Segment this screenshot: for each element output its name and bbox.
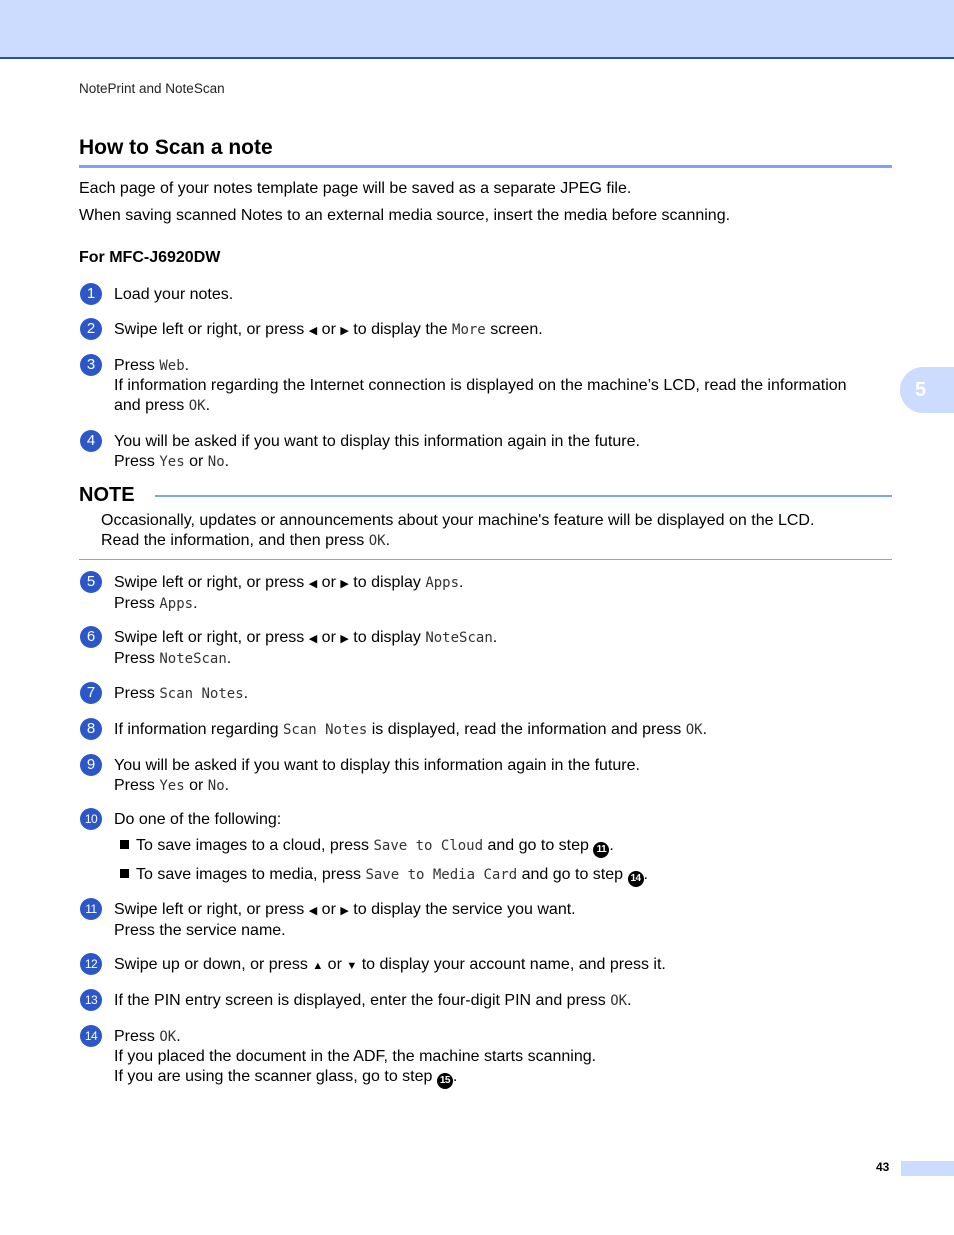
- title-rule: [79, 165, 892, 168]
- note-rule: [155, 495, 892, 497]
- punctuation: .: [184, 357, 190, 374]
- header-band: [0, 0, 954, 59]
- left-arrow-icon: ◀: [308, 905, 318, 917]
- bullet-text: and go to step: [521, 866, 624, 883]
- right-arrow-icon: ▶: [340, 633, 349, 645]
- step-text: or: [321, 629, 336, 646]
- step-number: 3: [80, 354, 102, 376]
- step-text: If information regarding: [114, 721, 279, 738]
- lcd-button-label: Save to Cloud: [373, 838, 484, 854]
- step-text: Press: [114, 1028, 155, 1045]
- step-text: Swipe up or down, or press: [114, 956, 308, 973]
- step-text: Press: [114, 650, 155, 667]
- step-text: Swipe left or right, or press: [114, 901, 305, 918]
- step-text: If information regarding the Internet connection is displayed on the machine’s LCD, read the information: [114, 377, 847, 394]
- step-text: is displayed, read the information and press: [371, 721, 682, 738]
- lcd-button-label: No: [207, 778, 225, 794]
- step-number: 11: [80, 898, 102, 920]
- bullet-text: To save images to a cloud, press: [136, 837, 370, 854]
- option-cloud: [120, 837, 614, 858]
- lcd-button-label: OK: [188, 398, 206, 414]
- lcd-button-label: Yes: [159, 778, 185, 794]
- step-text: or: [321, 321, 336, 338]
- bullet-square-icon: [120, 869, 129, 878]
- option-media: [120, 866, 648, 887]
- step-text: You will be asked if you want to display this information again in the future.: [114, 757, 640, 774]
- lcd-button-label: OK: [159, 1029, 177, 1045]
- step-number: 9: [80, 754, 102, 776]
- punctuation: .: [627, 992, 632, 1009]
- note-body: [101, 511, 814, 551]
- intro-paragraph-2: When saving scanned Notes to an external media source, insert the media before scanning.: [79, 207, 731, 224]
- step-text: or: [189, 777, 204, 794]
- punctuation: .: [226, 650, 232, 667]
- lcd-button-label: NoteScan: [159, 651, 227, 667]
- page-number: 43: [876, 1160, 890, 1174]
- punctuation: .: [609, 837, 614, 854]
- step-text: or: [327, 956, 342, 973]
- punctuation: .: [205, 397, 211, 414]
- step-text: or: [321, 901, 336, 918]
- step-text: Swipe left or right, or press: [114, 574, 305, 591]
- left-arrow-icon: ◀: [308, 633, 318, 645]
- step-text: You will be asked if you want to display this information again in the future.: [114, 433, 640, 450]
- note-text: Occasionally, updates or announcements about your machine's feature will be displayed on the LCD.: [101, 512, 815, 529]
- step-number: 12: [80, 953, 102, 975]
- step-text: Press: [114, 357, 155, 374]
- running-header: NotePrint and NoteScan: [79, 81, 225, 96]
- step-text: and press: [114, 397, 185, 414]
- step-text: Do one of the following:: [114, 811, 282, 828]
- bullet-text: To save images to media, press: [136, 866, 361, 883]
- step-text: or: [189, 453, 204, 470]
- lcd-button-label: Web: [159, 358, 185, 374]
- step-text: If you placed the document in the ADF, the machine starts scanning.: [114, 1048, 597, 1065]
- down-arrow-icon: ▼: [346, 960, 358, 972]
- step-number: 2: [80, 318, 102, 340]
- step-text: If the PIN entry screen is displayed, enter the four-digit PIN and press: [114, 992, 606, 1009]
- note-bottom-rule: [79, 559, 892, 560]
- punctuation: .: [492, 629, 498, 646]
- step-number: 5: [80, 571, 102, 593]
- step-text: Press the service name.: [114, 922, 286, 939]
- step-text: Swipe left or right, or press: [114, 629, 305, 646]
- step-reference-badge: 14: [628, 871, 644, 887]
- lcd-button-label: Save to Media Card: [365, 867, 518, 883]
- step-text: to display: [353, 629, 421, 646]
- punctuation: .: [459, 574, 464, 591]
- lcd-button-label: More: [452, 322, 486, 338]
- step-text: Swipe left or right, or press: [114, 321, 305, 338]
- step-text: to display: [353, 574, 421, 591]
- step-text: screen.: [490, 321, 543, 338]
- lcd-button-label: Apps: [425, 575, 460, 591]
- up-arrow-icon: ▲: [312, 960, 324, 972]
- lcd-button-label: Apps: [159, 596, 194, 612]
- step-text: Press: [114, 777, 155, 794]
- step-text: to display your account name, and press it.: [361, 956, 666, 973]
- step-reference-badge: 15: [437, 1073, 453, 1089]
- bullet-square-icon: [120, 840, 129, 849]
- lcd-button-label: OK: [610, 993, 628, 1009]
- left-arrow-icon: ◀: [308, 325, 318, 337]
- lcd-button-label: Scan Notes: [159, 686, 244, 702]
- page-title: How to Scan a note: [79, 136, 273, 159]
- punctuation: .: [224, 453, 230, 470]
- chapter-tab: 5: [900, 367, 954, 413]
- step-number: 6: [80, 626, 102, 648]
- punctuation: .: [193, 595, 198, 612]
- step-number: 7: [80, 682, 102, 704]
- punctuation: .: [224, 777, 230, 794]
- punctuation: .: [176, 1028, 181, 1045]
- step-text: Press: [114, 453, 155, 470]
- step-number: 13: [80, 989, 102, 1011]
- intro-paragraph-1: Each page of your notes template page will be saved as a separate JPEG file.: [79, 180, 632, 197]
- step-number: 4: [80, 430, 102, 452]
- step-number: 8: [80, 718, 102, 740]
- step-number: 10: [80, 808, 102, 830]
- punctuation: .: [643, 866, 648, 883]
- bullet-text: and go to step: [487, 837, 589, 854]
- punctuation: .: [385, 532, 391, 549]
- lcd-button-label: Yes: [159, 454, 185, 470]
- lcd-button-label: OK: [368, 533, 386, 549]
- step-text: Press: [114, 685, 155, 702]
- step-text: Load your notes.: [114, 286, 234, 303]
- right-arrow-icon: ▶: [340, 325, 349, 337]
- left-arrow-icon: ◀: [308, 578, 318, 590]
- footer-bar: [901, 1161, 954, 1176]
- right-arrow-icon: ▶: [340, 578, 349, 590]
- lcd-button-label: OK: [685, 722, 703, 738]
- step-number: 1: [80, 283, 102, 305]
- note-heading: NOTE: [79, 484, 135, 506]
- step-text: to display the service you want.: [353, 901, 576, 918]
- punctuation: .: [702, 721, 708, 738]
- step-reference-badge: 11: [593, 842, 609, 858]
- punctuation: .: [452, 1068, 458, 1085]
- step-text: Press: [114, 595, 155, 612]
- model-subheading: For MFC-J6920DW: [79, 249, 221, 266]
- lcd-button-label: Scan Notes: [282, 722, 368, 738]
- step-text: to display the: [353, 321, 448, 338]
- lcd-button-label: No: [207, 454, 225, 470]
- right-arrow-icon: ▶: [340, 905, 349, 917]
- step-text: or: [321, 574, 336, 591]
- lcd-button-label: NoteScan: [425, 630, 493, 646]
- step-number: 14: [80, 1025, 102, 1047]
- punctuation: .: [243, 685, 249, 702]
- note-text: Read the information, and then press: [101, 532, 365, 549]
- step-text: If you are using the scanner glass, go to step: [114, 1068, 433, 1085]
